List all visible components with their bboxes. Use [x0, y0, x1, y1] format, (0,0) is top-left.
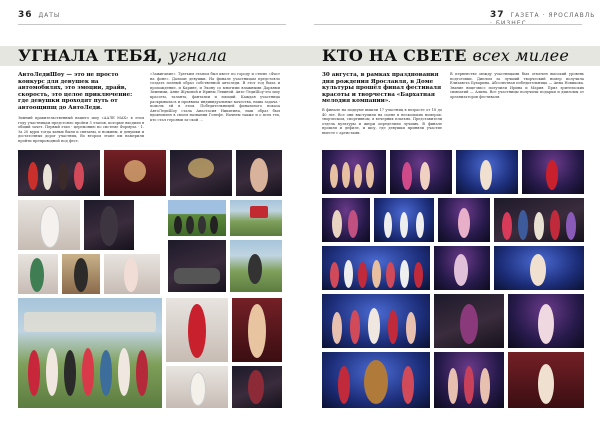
section-label: ДАТЫ [38, 12, 61, 19]
photo-contestants-lineup [494, 198, 584, 242]
section-label: ГАЗЕТА · ЯРОСЛАВЛЬ [510, 12, 596, 19]
photo-dance-group [322, 150, 386, 194]
title-band [0, 46, 300, 66]
photo-winners [322, 294, 430, 348]
photo-contestant-light-dress [104, 254, 160, 294]
photo-red-costume [522, 150, 584, 194]
photo-crown-winner [508, 294, 584, 348]
photo-car-lineup [168, 240, 226, 292]
photo-contestant-portrait [236, 150, 282, 196]
photo-red-dress [166, 298, 228, 362]
photo-contestant-indoor [62, 254, 100, 294]
title-main: УГНАЛА ТЕБЯ, [18, 46, 163, 65]
photo-red-stage [508, 352, 584, 408]
photo-duet [322, 198, 370, 242]
photo-flamenco [232, 298, 282, 362]
photo-ensemble [374, 198, 434, 242]
photo-dancer [434, 246, 490, 290]
photo-contestant-white-dress [18, 200, 80, 250]
photo-bear-mascot [322, 352, 430, 408]
photo-night-event [170, 150, 232, 196]
photo-blue-stage [456, 150, 518, 194]
lead-paragraph: АвтоЛедиШоу — это не просто конкурс для девушек на автомобилях, это эмоции, драйв, скорость, это целое приключение: где девушки проходят путь от автоощипщ до АвтоЛеди. [18, 72, 133, 111]
photo-contestant-dark-outfit [84, 200, 134, 250]
photo-stage-performers [390, 150, 452, 194]
photo-group-banner [18, 298, 162, 408]
article-title [0, 46, 300, 66]
right-page [300, 0, 600, 424]
photo-contestant-dark-car [232, 366, 282, 408]
title-italic: всех милее [472, 46, 569, 65]
lead-paragraph: 30 августа, в рамках празднования дня рождения Ярославля, в Доме культуры прошёл финал фестиваля красоты и творчества «Бархатная мелодия компании». [322, 72, 442, 105]
header-rule [18, 24, 286, 25]
page-number: 37 [490, 10, 505, 20]
title-italic: угнала [168, 46, 227, 65]
photo-contestants-cars [18, 150, 100, 196]
photo-solo-singer [438, 198, 490, 242]
photo-final-bow [434, 352, 504, 408]
photo-performance [494, 246, 584, 290]
header-rule [314, 24, 582, 25]
title-band [300, 46, 600, 66]
article-title [300, 46, 600, 66]
body-column-1: Зимний правительственный нашего шоу «ААЛЕ МАХ» в этом году участницам предстояло пройти 5 этапов, которые входили в общий зачет. Первый этап - церемонию по системе Формула - 1. За 20 куры тогда ханых были и связаны, и ножины, и девушки и достаточных дорог участниц. Во втором этапе им намерили пройти препроводной под фест. [18, 116, 144, 143]
photo-red-flag [230, 200, 282, 236]
photo-show-stage [104, 150, 166, 196]
photo-contestant-green-dress [18, 254, 58, 294]
left-page-header [18, 10, 60, 20]
body-column-1: В финале на подиуме вышли 17 участниц в возрасте от 18 до 40 лет. Все они выступили на сцене в нескольких номерах: творческом, спортивном, в вечерних платьях. Представители отдела культуры и жюри определили лучших. В финале прошли и дефиле, и шоу, где девушки приняли участие вместе с артистами. [322, 108, 442, 135]
photo-contestant-white-car [166, 366, 228, 408]
photo-stage-show [434, 294, 504, 348]
title-main: КТО НА СВЕТЕ [322, 46, 467, 65]
body-column-2: В первенстве между участницами был отмечен высокий уровень подготовки. Диплом за лучший творческий номер получила Елизавета Бухарина. Абсолютная победительница — Анна Новикова. Звание вице-мисс получили Ирина и Мария. Приз зрительских симпатий — Алина. Все участницы получили подарки и дипломы от организаторов фестиваля. [450, 72, 584, 99]
photo-finalists-stage [322, 246, 430, 290]
photo-group-outdoors [168, 200, 226, 236]
page-number: 36 [18, 10, 33, 20]
photo-street-scene [230, 240, 282, 292]
body-column-2: «Зажигание». Третьим этапом был квест по городу и стилю «Фаст на фоне». Дальше девушки. На финале участницам предстояло создать полный образ собственной автоледи. В этот год была и прохождение, и Карине, и Экону со многими влажными Дарьями Зимними, Анне Жуковой и Ирины Левиной. Авто-ЛедиШоу-это шоу красоты, таланта, фантазии и эмоций. Каждая участница раскрывалась и проявила индивидуальные качества, наша задача - помочь ей в этом. Победительницей финального показа АвтоЛедиШоу стала Анастасия Никитина, наш образ был вдохновлен в своем названии Гонефе. Начнем также и о всех тех, кто стал героями за-ской ... [150, 72, 280, 122]
